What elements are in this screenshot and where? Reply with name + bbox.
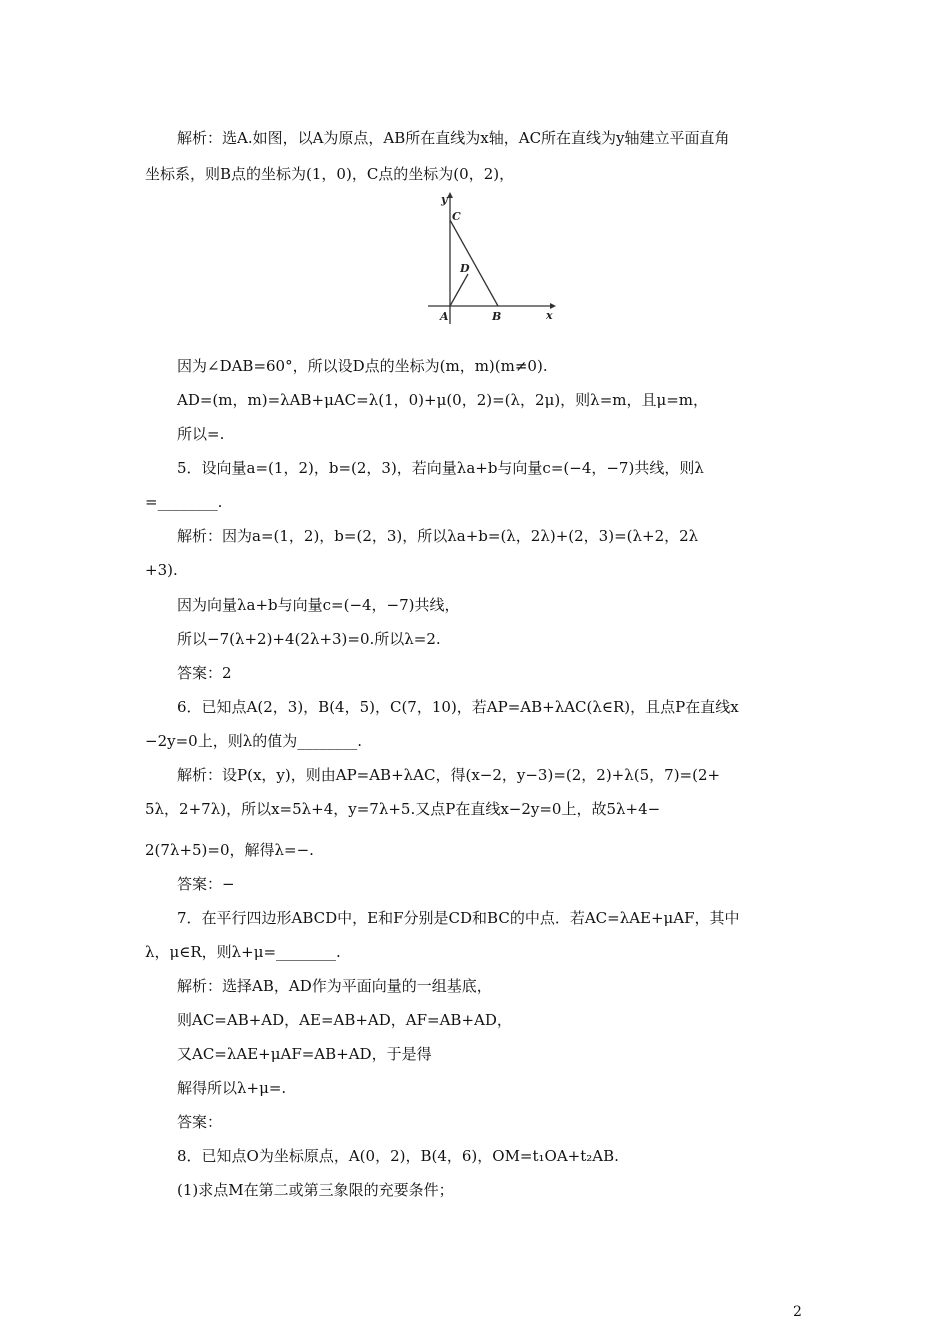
coordinate-figure [420, 192, 560, 328]
text-line: −2y=0上，则λ的值为________. [145, 732, 362, 750]
text-line: 6．已知点A(2，3)，B(4，5)，C(7，10)，若AP=AB+λAC(λ∈R)，且点P在直线x [177, 698, 739, 716]
text-line: 5．设向量a=(1，2)，b=(2，3)，若向量λa+b与向量c=(−4，−7)共线，则λ [177, 459, 704, 477]
text-line: =________. [145, 493, 223, 511]
text-line: 解析：选择AB，AD作为平面向量的一组基底， [177, 977, 492, 995]
text-line: λ，μ∈R，则λ+μ=________. [145, 943, 341, 961]
y-axis-arrow [447, 192, 453, 198]
text-line: 解得所以λ+μ=. [177, 1079, 287, 1097]
point-d-label: D [460, 262, 470, 275]
text-line: 则AC=AB+AD，AE=AB+AD，AF=AB+AD， [177, 1011, 512, 1029]
text-line: 答案：2 [177, 664, 232, 682]
text-line: 答案：− [177, 875, 235, 893]
point-b-label: B [492, 310, 502, 323]
text-line: 5λ，2+7λ)，所以x=5λ+4，y=7λ+5.又点P在直线x−2y=0上，故5λ+4− [145, 800, 661, 818]
point-c-label: C [452, 210, 461, 223]
text-line: 解析：设P(x，y)，则由AP=AB+λAC，得(x−2，y−3)=(2，2)+λ(5，7)=(2+ [177, 766, 721, 784]
text-line: AD=(m，m)=λAB+μAC=λ(1，0)+μ(0，2)=(λ，2μ)，则λ=m，且μ=m， [177, 391, 709, 409]
y-axis-label: y [441, 193, 448, 206]
text-line: 解析：因为a=(1，2)，b=(2，3)，所以λa+b=(λ，2λ)+(2，3)=(λ+2，2λ [177, 527, 699, 545]
x-axis-label: x [546, 309, 553, 322]
text-line: 2(7λ+5)=0，解得λ=−. [145, 841, 314, 859]
text-line: 所以=. [177, 425, 225, 443]
text-line: 坐标系，则B点的坐标为(1，0)，C点的坐标为(0，2)， [145, 165, 515, 183]
text-line: 8．已知点O为坐标原点，A(0，2)，B(4，6)，OM=t₁OA+t₂AB. [177, 1147, 619, 1165]
text-line: 答案： [177, 1113, 223, 1131]
text-line: 因为∠DAB=60°，所以设D点的坐标为(m，m)(m≠0). [177, 357, 548, 375]
text-line: 因为向量λa+b与向量c=(−4，−7)共线， [177, 596, 460, 614]
text-line: +3). [145, 561, 178, 579]
page-number: 2 [793, 1304, 802, 1320]
text-line: 解析：选A.如图，以A为原点，AB所在直线为x轴，AC所在直线为y轴建立平面直角 [177, 129, 730, 147]
point-a-label: A [440, 310, 449, 323]
text-line: 又AC=λAE+μAF=AB+AD，于是得 [177, 1045, 432, 1063]
segment-ad [450, 274, 468, 306]
text-line: 所以−7(λ+2)+4(2λ+3)=0.所以λ=2. [177, 630, 441, 648]
text-line: (1)求点M在第二或第三象限的充要条件； [177, 1181, 454, 1199]
text-line: 7．在平行四边形ABCD中，E和F分别是CD和BC的中点．若AC=λAE+μAF，其中 [177, 909, 740, 927]
